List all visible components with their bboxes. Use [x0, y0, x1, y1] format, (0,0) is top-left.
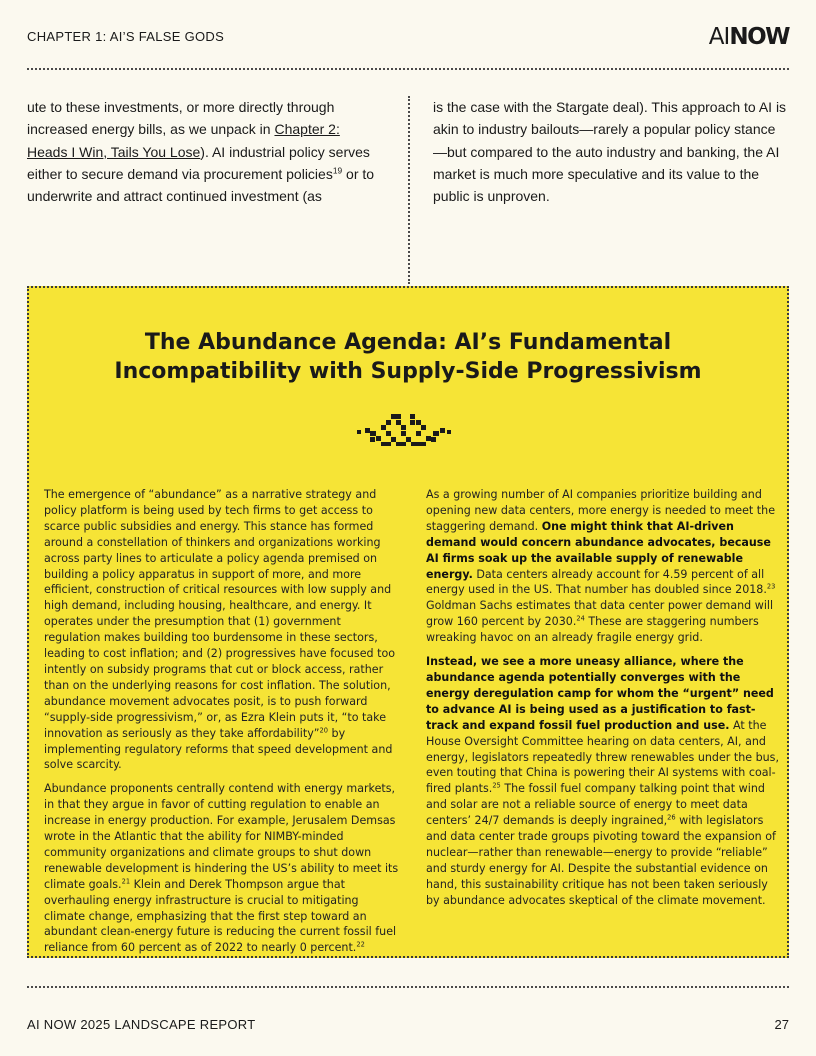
footnote-24[interactable]: 24	[576, 614, 585, 623]
footnote-23[interactable]: 23	[766, 582, 776, 591]
top-left-text-3: or to underwrite and attract continued investment (as	[27, 165, 375, 205]
callout-text: At the House Oversight Committee hearing on data centers, AI, and energy, legislators repeatedly threw renewables under the bus, even touting that China is powering their AI systems with coal-fired plants.	[426, 718, 779, 796]
callout-text: These are staggering numbers wreaking havoc on an already fragile energy grid.	[426, 615, 759, 645]
column-divider	[408, 96, 410, 284]
report-title: AI NOW 2025 LANDSCAPE REPORT	[27, 1017, 256, 1032]
footnote-22[interactable]: 22	[356, 940, 365, 949]
ai-now-logo	[709, 24, 789, 50]
callout-right-column	[426, 487, 782, 917]
top-right-column: is the case with the Stargate deal). This approach to AI is akin to industry bailouts—rarely a popular policy stance—but compared to the auto industry and banking, the AI market is much more speculative and its value to the public is unproven.	[433, 99, 787, 205]
callout-text: As a growing number of AI companies prioritize building and opening new data centers, more energy is needed to meet the staggering demand.	[426, 488, 776, 533]
abundance-agenda-callout	[27, 286, 789, 958]
callout-text: Abundance proponents centrally contend with energy markets, in that they argue in favor of cutting regulation to enable an increase in energy production. For example, Jerusalem Demsas wrote in the Atlantic that the ability for NIMBY-minded community organizations and climate groups to shut down renewable development is hindering the US’s ability to meet its climate goals.	[44, 782, 399, 891]
callout-bold-text: One might think that AI-driven demand would concern abundance advocates, because AI firms soak up the available supply of renewable energy.	[426, 519, 771, 581]
chapter-title: CHAPTER 1: AI’S FALSE GODS	[27, 29, 225, 44]
footnote-20[interactable]: 20	[319, 725, 328, 734]
top-left-column	[27, 96, 383, 207]
callout-right-paragraph-2	[426, 654, 782, 909]
chapter-2-link[interactable]: Chapter 2: Heads I Win, Tails You Lose	[27, 121, 340, 160]
footnote-25[interactable]: 25	[492, 781, 501, 790]
callout-text: with legislators and data center trade groups pivoting toward the expansion of nuclear—rather than renewable—energy to provide “reliable” and sturdy energy for AI. Despite the substantial evidence on hand, this sustainability critique has not been taken seriously by abundance advocates skeptical of the climate movement.	[426, 814, 776, 907]
header-divider	[27, 68, 789, 70]
page-number: 27	[774, 1017, 789, 1032]
callout-title-line-1: The Abundance Agenda: AI’s Fundamental	[144, 330, 672, 355]
footer-divider	[27, 986, 789, 988]
callout-left-paragraph-2	[44, 781, 400, 956]
callout-text: Goldman Sachs estimates that data center power demand will grow 160 percent by 2030.	[426, 599, 774, 629]
logo-ai-text: AI	[708, 24, 730, 50]
callout-bold-text: Instead, we see a more uneasy alliance, where the abundance agenda potentially converges with the energy deregulation camp for whom the “urgent” need to advance AI is being used as a justification to fast-track and expand fossil fuel production and use.	[426, 655, 774, 732]
callout-title-line-2: Incompatibility with Supply-Side Progressivism	[114, 359, 702, 384]
callout-text: by implementing regulatory reforms that speed development and solve scarcity.	[44, 726, 393, 772]
footnote-21[interactable]: 21	[121, 877, 131, 886]
callout-text: The fossil fuel company talking point that wind and solar are not a reliable source of energy to meet data centers’ 24/7 demands is deeply ingrained,	[426, 782, 765, 828]
callout-text: Data centers already account for 4.59 percent of all energy used in the US. That number has doubled since 2018.	[426, 567, 767, 597]
footnote-19[interactable]: 19	[332, 165, 343, 176]
callout-left-paragraph-1	[44, 487, 400, 773]
pixel-emblem-icon	[355, 412, 451, 452]
logo-now-text: NOW	[729, 24, 789, 50]
callout-text: The emergence of “abundance” as a narrative strategy and policy platform is being used by tech firms to get access to scarce public subsidies and energy. This stance has formed around a constellation of thinkers and organizations working across party lines to articulate a policy agenda premised on building a policy apparatus in support of more, and more efficient, construction of critical resources with low supply and high demand, including housing, healthcare, and energy. It operates under the presumption that (1) government regulation makes building too burdensome in these sectors, leading to cost inflation; and (2) progressives have focused too intently on subsidy programs that cut or block access, rather than on the underlying reasons for cost inflation. The solution, abundance movement advocates posit, is to push forward “supply-side progressivism,” or, as Ezra Klein puts it, “to take innovation as seriously as they take affordability”	[44, 488, 396, 740]
callout-text: Klein and Derek Thompson argue that overhauling energy infrastructure is crucial to mitigating climate change, emphasizing that the first step toward an abundant clean-energy future is reducing the current fossil fuel reliance from 60 percent as of 2022 to nearly 0 percent.	[44, 877, 397, 955]
footnote-26[interactable]: 26	[667, 813, 676, 822]
top-left-text-2: ). AI industrial policy serves either to secure demand via procurement policies	[27, 143, 370, 182]
top-left-text: ute to these investments, or more directly through increased energy bills, as we unpack in	[27, 99, 335, 138]
callout-title	[29, 328, 787, 386]
callout-left-column	[44, 487, 400, 964]
callout-right-paragraph-1	[426, 487, 782, 646]
